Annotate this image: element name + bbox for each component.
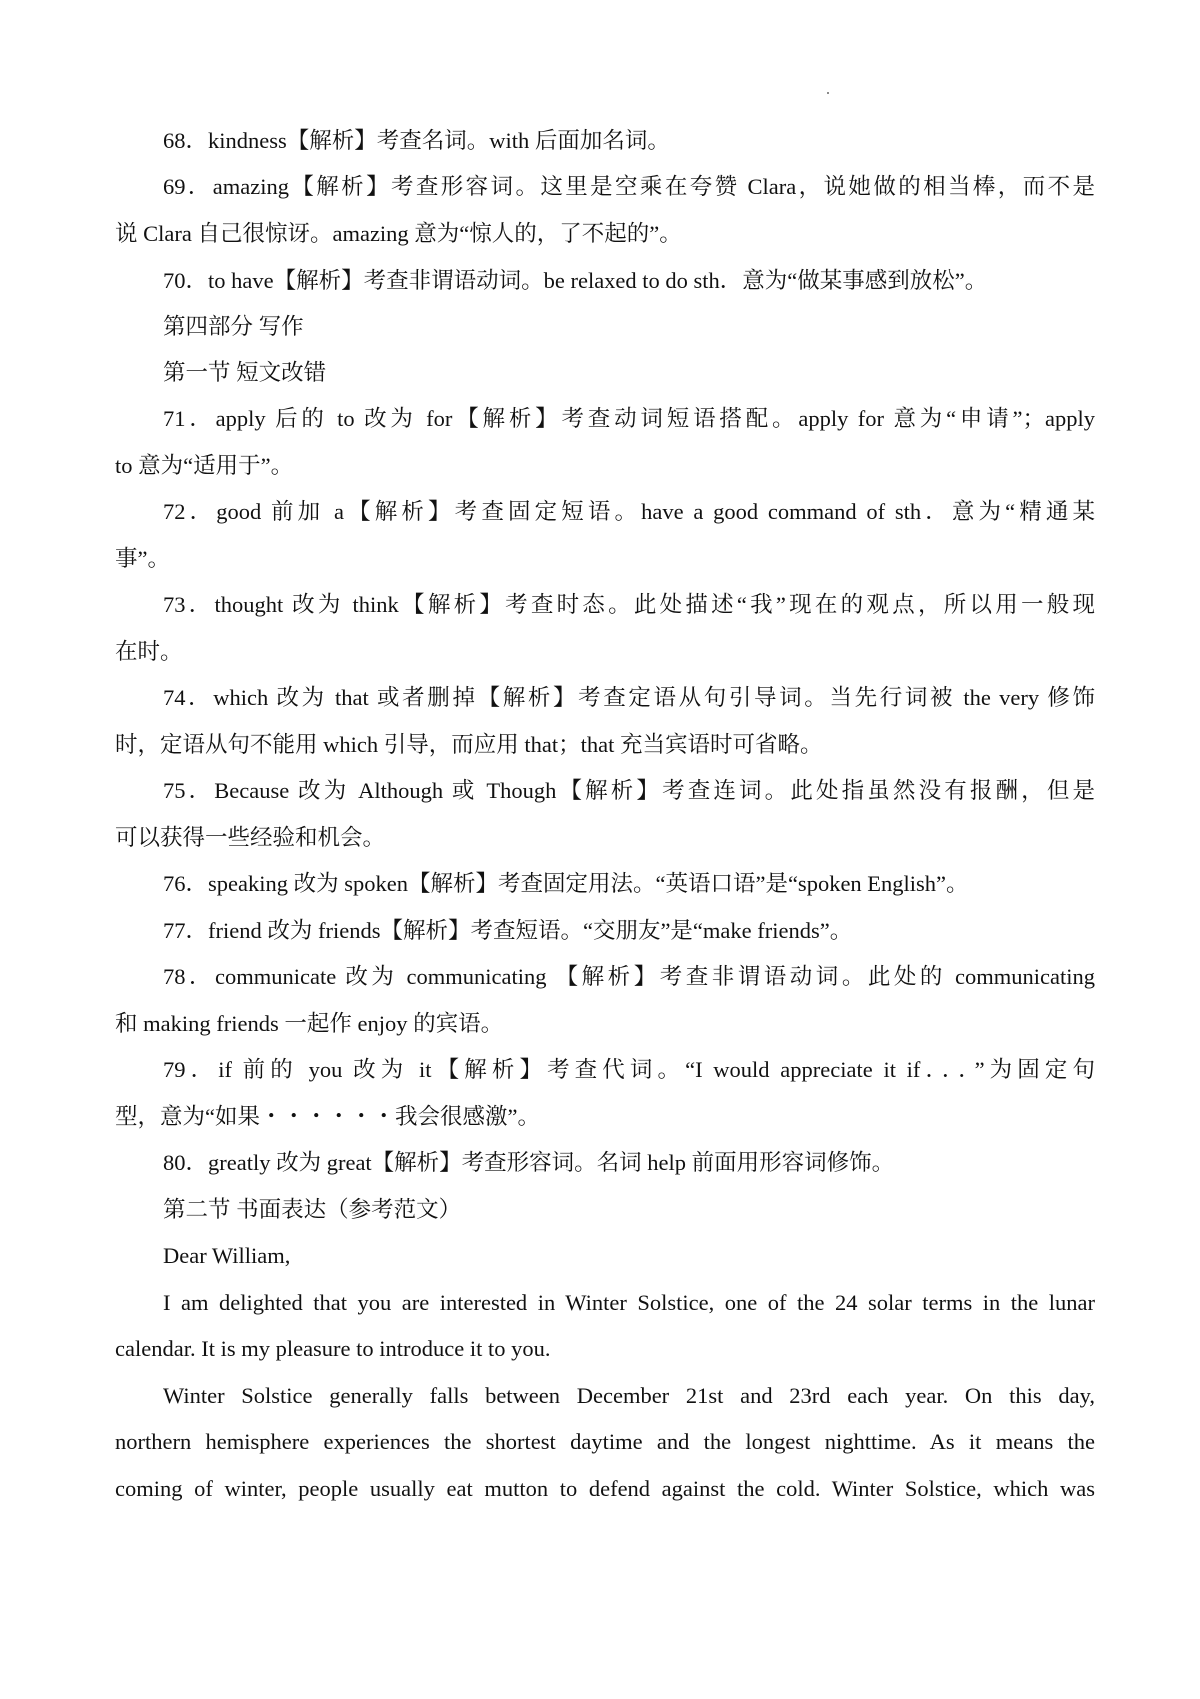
answer-76: 76．speaking 改为 spoken【解析】考查固定用法。“英语口语”是“spoken English”。 bbox=[163, 871, 969, 896]
answer-78-line-2: 和 making friends 一起作 enjoy 的宾语。 bbox=[115, 1011, 504, 1036]
answer-69-line-2: 说 Clara 自己很惊讶。amazing 意为“惊人的，了不起的”。 bbox=[115, 221, 682, 246]
speck-mark bbox=[827, 92, 829, 94]
essay-paragraph-2-line-1: Winter Solstice generally falls between December 21st and 23rd each year. On this day, bbox=[163, 1383, 1095, 1408]
answer-69-line-1: 69．amazing【解析】考查形容词。这里是空乘在夸赞 Clara，说她做的相当棒，而不是 bbox=[163, 174, 1095, 199]
answer-71-line-1: 71．apply 后的 to 改为 for【解析】考查动词短语搭配。apply for 意为“申请”；apply bbox=[163, 406, 1095, 431]
answer-72-line-1: 72．good 前加 a【解析】考查固定短语。have a good command of sth．意为“精通某 bbox=[163, 499, 1095, 524]
answer-73-line-2: 在时。 bbox=[115, 639, 183, 664]
essay-paragraph-1-line-2: calendar. It is my pleasure to introduce it to you. bbox=[115, 1336, 551, 1361]
essay-paragraph-2-line-2: northern hemisphere experiences the shortest daytime and the longest nighttime. As it means the bbox=[115, 1429, 1095, 1454]
answer-79-line-2: 型，意为“如果・・・・・・我会很感激”。 bbox=[115, 1104, 540, 1129]
answer-71-line-2: to 意为“适用于”。 bbox=[115, 453, 294, 478]
part-heading-writing: 第四部分 写作 bbox=[163, 314, 304, 339]
answer-79-line-1: 79．if 前的 you 改为 it【解析】考查代词。“I would appreciate it if．．．”为固定句 bbox=[163, 1057, 1095, 1082]
answer-73-line-1: 73．thought 改为 think【解析】考查时态。此处描述“我”现在的观点，所以用一般现 bbox=[163, 592, 1095, 617]
essay-paragraph-2-line-3: coming of winter, people usually eat mutton to defend against the cold. Winter Solstice, which was bbox=[115, 1476, 1095, 1501]
answer-75-line-2: 可以获得一些经验和机会。 bbox=[115, 825, 386, 850]
answer-80: 80．greatly 改为 great【解析】考查形容词。名词 help 前面用形容词修饰。 bbox=[163, 1150, 895, 1175]
answer-74-line-2: 时，定语从句不能用 which 引导，而应用 that；that 充当宾语时可省略。 bbox=[115, 732, 823, 757]
answer-75-line-1: 75．Because 改为 Although 或 Though【解析】考查连词。此处指虽然没有报酬，但是 bbox=[163, 778, 1095, 803]
answer-74-line-1: 74．which 改为 that 或者删掉【解析】考查定语从句引导词。当先行词被 the very 修饰 bbox=[163, 685, 1095, 710]
answer-68: 68．kindness【解析】考查名词。with 后面加名词。 bbox=[163, 128, 670, 153]
answer-70: 70．to have【解析】考查非谓语动词。be relaxed to do sth．意为“做某事感到放松”。 bbox=[163, 268, 988, 293]
answer-72-line-2: 事”。 bbox=[115, 546, 170, 571]
section-heading-writing: 第二节 书面表达（参考范文） bbox=[163, 1197, 462, 1222]
answer-78-line-1: 78．communicate 改为 communicating 【解析】考查非谓语动词。此处的 communicating bbox=[163, 964, 1095, 989]
essay-paragraph-1-line-1: I am delighted that you are interested in Winter Solstice, one of the 24 solar terms in the lunar bbox=[163, 1290, 1095, 1315]
section-heading-error-correction: 第一节 短文改错 bbox=[163, 360, 327, 385]
answer-77: 77．friend 改为 friends【解析】考查短语。“交朋友”是“make friends”。 bbox=[163, 918, 853, 943]
essay-salutation: Dear William, bbox=[163, 1243, 291, 1268]
